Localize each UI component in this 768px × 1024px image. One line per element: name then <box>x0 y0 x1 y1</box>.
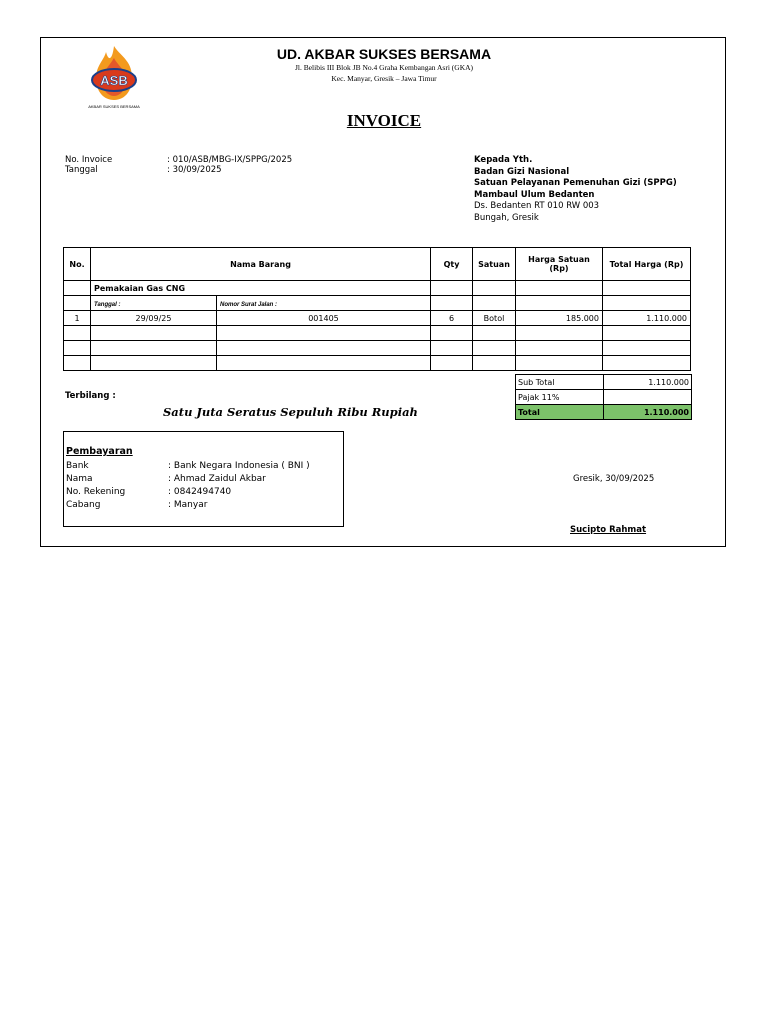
payment-heading: Pembayaran <box>66 446 133 457</box>
branch-value: : Manyar <box>168 500 208 510</box>
invoice-number-value: : 010/ASB/MBG-IX/SPPG/2025 <box>167 155 293 165</box>
document-title: INVOICE <box>346 111 422 130</box>
signer-name: Sucipto Rahmat <box>570 525 647 535</box>
cell-total-harga: 1.110.000 <box>603 311 691 326</box>
tax-value <box>604 390 692 405</box>
company-name: UD. AKBAR SUKSES BERSAMA <box>276 46 492 62</box>
table-row <box>64 356 691 371</box>
table-row <box>64 296 691 311</box>
company-address-2: Kec. Manyar, Gresik – Jawa Timur <box>331 74 437 83</box>
header-total-harga: Total Harga (Rp) <box>603 248 691 281</box>
recipient-line-3: Mambaul Ulum Bedanten <box>474 189 595 200</box>
payment-box <box>63 431 344 527</box>
header-no: No. <box>64 248 91 281</box>
sub-label-tanggal: Tanggal : <box>94 301 121 308</box>
cell-harga-satuan: 185.000 <box>516 311 603 326</box>
table-row <box>64 281 691 296</box>
bank-label: Bank <box>66 461 89 471</box>
header-satuan: Satuan <box>473 248 516 281</box>
total-value: 1.110.000 <box>604 405 692 420</box>
terbilang-label: Terbilang : <box>65 391 116 401</box>
recipient-line-2: Satuan Pelayanan Pemenuhan Gizi (SPPG) <box>474 178 677 188</box>
table-row <box>64 326 691 341</box>
table-row <box>64 311 691 326</box>
sub-label-surat-jalan: Nomor Surat Jalan : <box>220 301 278 308</box>
cell-qty: 6 <box>431 311 473 326</box>
cell-surat-jalan: 001405 <box>217 311 431 326</box>
subtotal-row <box>516 375 692 390</box>
invoice-number-label: No. Invoice <box>65 155 113 165</box>
total-row <box>516 405 692 420</box>
branch-label: Cabang <box>66 500 101 510</box>
account-name-value: : Ahmad Zaidul Akbar <box>168 474 266 484</box>
account-number-value: : 0842494740 <box>168 487 232 497</box>
table-row <box>64 341 691 356</box>
invoice-date-label: Tanggal <box>65 165 98 175</box>
recipient-line-5: Bungah, Gresik <box>474 212 539 223</box>
group-label: Pemakaian Gas CNG <box>91 281 431 296</box>
terbilang-value: Satu Juta Seratus Sepuluh Ribu Rupiah <box>163 405 418 419</box>
recipient-block <box>474 155 677 224</box>
tax-row <box>516 390 692 405</box>
header-qty: Qty <box>431 248 473 281</box>
cell-no: 1 <box>64 311 91 326</box>
invoice-date-value: : 30/09/2025 <box>167 165 222 175</box>
invoice-meta <box>65 155 292 175</box>
logo-text: ASB <box>100 73 128 88</box>
subtotal-label: Sub Total <box>516 375 604 390</box>
company-header <box>41 46 727 84</box>
account-number-label: No. Rekening <box>66 487 126 497</box>
header-nama-barang: Nama Barang <box>91 248 431 281</box>
company-address-1: Jl. Belibis III Blok JB No.4 Graha Kembangan Asri (GKA) <box>294 63 474 72</box>
totals-table <box>515 374 692 420</box>
subtotal-value: 1.110.000 <box>604 375 692 390</box>
cell-tanggal: 29/09/25 <box>91 311 217 326</box>
bank-value: : Bank Negara Indonesia ( BNI ) <box>168 461 310 471</box>
header-harga-satuan: Harga Satuan (Rp) <box>516 248 603 281</box>
total-label: Total <box>516 405 604 420</box>
tax-label: Pajak 11% <box>516 390 604 405</box>
logo-tagline: AKBAR SUKSES BERSAMA <box>88 104 140 109</box>
items-table <box>63 247 691 371</box>
recipient-greeting: Kepada Yth. <box>474 155 533 165</box>
account-name-label: Nama <box>66 474 93 484</box>
invoice-page <box>40 37 726 547</box>
recipient-line-4: Ds. Bedanten RT 010 RW 003 <box>474 201 600 211</box>
table-header-row <box>64 248 691 281</box>
cell-satuan: Botol <box>473 311 516 326</box>
place-date: Gresik, 30/09/2025 <box>573 474 655 484</box>
recipient-line-1: Badan Gizi Nasional <box>474 166 570 177</box>
